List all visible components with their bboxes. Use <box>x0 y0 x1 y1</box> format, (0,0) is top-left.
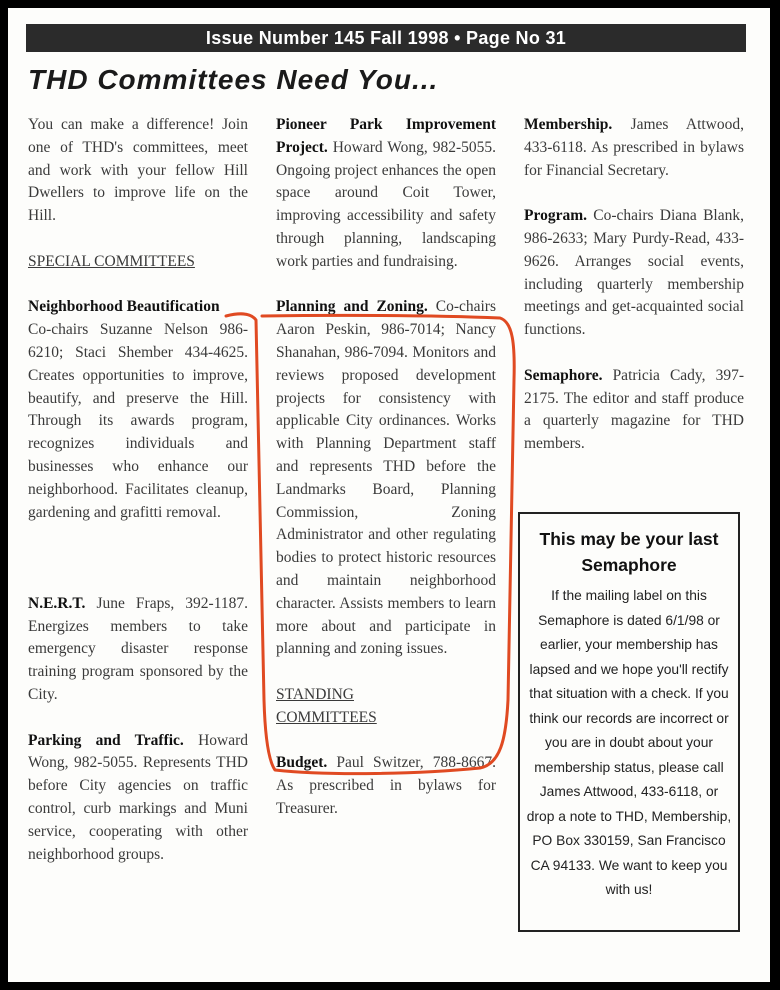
budget-title: Budget. <box>276 754 328 772</box>
standing-committees-heading: STANDING COMMITTEES <box>276 685 377 726</box>
planning-zoning-body: Co-chairs Aaron Peskin, 986-7014; Nancy Shanahan, 986-7094. Monitors and reviews proposed development projects for consistency with applicable City ordinances. Works with Planning Department staff and represents THD before the Landmarks Board, Planning Commission, Zoning Administrator and other regulating bodies to protect historic resources and maintain neighborhood character. Assists members to learn more about and participate in planning and zoning issues. <box>276 298 496 658</box>
parking-traffic-title: Parking and Traffic. <box>28 731 184 749</box>
column-left <box>28 114 248 866</box>
column-middle <box>276 114 496 821</box>
page-title: THD Committees Need You... <box>28 64 439 95</box>
issue-banner: Issue Number 145 Fall 1998 • Page No 31 <box>26 24 746 52</box>
planning-zoning-title: Planning and Zoning. <box>276 298 428 316</box>
budget-body: Paul Switzer, 788-8667. As prescribed in bylaws for Treasurer. <box>276 754 497 817</box>
membership-notice-box <box>518 512 740 932</box>
parking-traffic-body: Howard Wong, 982-5055. Represents THD before City agencies on traffic control, curb markings and Muni service, cooperating with other neighborhood groups. <box>28 731 248 863</box>
neighborhood-beautification-body: Co-chairs Suzanne Nelson 986-6210; Staci Shember 434-4625. Creates opportunities to improve, beautify, and preserve the Hill. Through its awards program, recognizes individuals and businesses who enhance our neighborhood. Facilitates cleanup, gardening and grafitti removal. <box>28 321 248 521</box>
nert-title: N.E.R.T. <box>28 594 86 612</box>
intro-text: You can make a difference! Join one of THD's committees, meet and work with your fellow Hill Dwellers to improve life on the Hill. <box>28 116 248 225</box>
program-body: Co-chairs Diana Blank, 986-2633; Mary Purdy-Read, 433-9626. Arranges social events, including quarterly membership meetings and get-acquainted social functions. <box>524 207 744 339</box>
semaphore-title: Semaphore. <box>524 366 603 384</box>
neighborhood-beautification-title: Neighborhood Beautification <box>28 298 220 316</box>
membership-body: James Attwood, 433-6118. As prescribed in bylaws for Financial Secretary. <box>524 116 745 179</box>
membership-title: Membership. <box>524 116 613 133</box>
pioneer-park-title: Pioneer Park Improvement Project. <box>276 116 496 156</box>
nert-body: June Fraps, 392-1187. Energizes members to take emergency disaster response training program sponsored by the City. <box>28 594 248 703</box>
notice-title: This may be your last Semaphore <box>539 529 719 575</box>
notice-body: If the mailing label on this Semaphore is dated 6/1/98 or earlier, your membership has lapsed and we hope you'll rectify that situation with a check. If you think our records are incorrect or you are in doubt about your membership status, please call James Attwood, 433-6118, or drop a note to THD, Membership, PO Box 330159, San Francisco CA 94133. We want to keep you with us! <box>526 588 732 897</box>
program-title: Program. <box>524 207 587 225</box>
column-right <box>524 114 744 456</box>
pioneer-park-body: Howard Wong, 982-5055. Ongoing project enhances the open space around Coit Tower, improving accessibility and safety through planning, landscaping work parties and fundraising. <box>276 138 496 270</box>
semaphore-body: Patricia Cady, 397-2175. The editor and staff produce a quarterly magazine for THD members. <box>524 366 744 453</box>
special-committees-heading: SPECIAL COMMITTEES <box>28 252 195 270</box>
